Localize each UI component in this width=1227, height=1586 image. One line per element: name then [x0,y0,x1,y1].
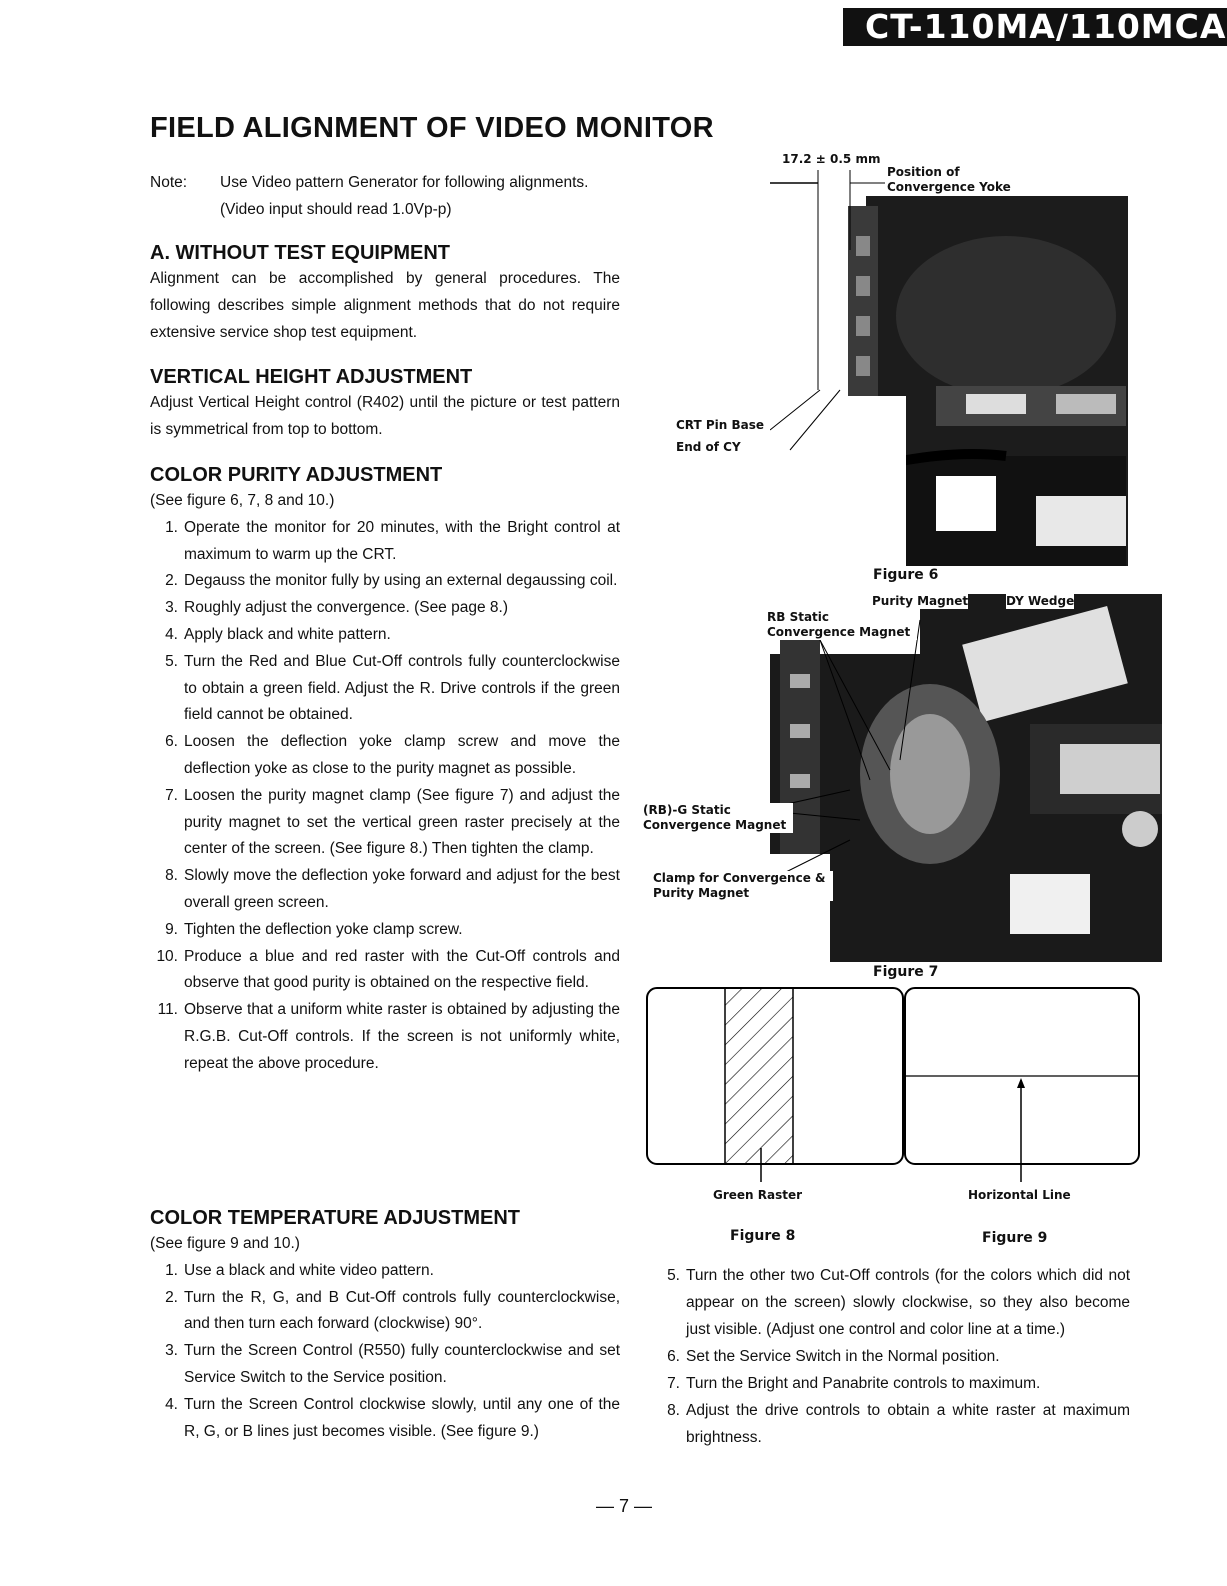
section-a-heading: A. WITHOUT TEST EQUIPMENT [150,242,450,264]
rbg-static-convergence-magnet-label: (RB)-G Static Convergence Magnet [643,803,793,833]
figure-6-callout-lines [770,150,1030,470]
section-vertical-height [150,364,620,444]
page-title: FIELD ALIGNMENT OF VIDEO MONITOR [150,112,714,144]
list-item: 5. Turn the Red and Blue Cut-Off controls fully counterclockwise to obtain a green field. Adjust the R. Drive controls if the green field cannot be obtained. [165,652,620,724]
end-of-cy-label: End of CY [676,440,741,454]
horizontal-line-label: Horizontal Line [968,1188,1071,1202]
figure-7-callout-lines [760,600,1010,900]
clamp-label: Clamp for Convergence & Purity Magnet [653,871,833,901]
list-item: 4. Turn the Screen Control clockwise slowly, until any one of the R, G, or B lines just becomes visible. (See figure 9.) [165,1395,620,1440]
list-item: 10. Produce a blue and red raster with the Cut-Off controls and observe that good purity is obtained on the respective field. [156,947,620,992]
position-of-convergence-yoke-label: Position of Convergence Yoke [887,165,1011,194]
color-temperature-heading: COLOR TEMPERATURE ADJUSTMENT [150,1207,520,1229]
vertical-height-text: Adjust Vertical Height control (R402) until the picture or test pattern is symmetrical from top to bottom. [150,394,620,438]
figure-6-caption: Figure 6 [873,567,939,583]
figure-8-diagram [645,986,905,1186]
figure-9-diagram [903,986,1143,1186]
section-without-test-equipment [150,240,620,346]
crt-pin-base-leader [770,390,820,430]
crt-pin-base-label: CRT Pin Base [676,418,765,432]
list-item: 3. Roughly adjust the convergence. (See page 8.) [165,599,508,617]
rb-static-convergence-magnet-label: RB Static Convergence Magnet [767,610,917,640]
color-purity-heading: COLOR PURITY ADJUSTMENT [150,464,443,486]
list-item: 1. Use a black and white video pattern. [165,1261,434,1279]
list-item: 1. Operate the monitor for 20 minutes, with the Bright control at maximum to warm up the CRT. [165,518,620,563]
note-text: Use Video pattern Generator for following alignments. (Video input should read 1.0Vp-p) [220,174,589,218]
color-temperature-steps-right [652,1262,1130,1451]
dimension-label: 17.2 ± 0.5 mm [782,152,881,166]
list-item: 11. Observe that a uniform white raster is obtained by adjusting the R.G.B. Cut-Off controls. If the screen is not uniformly white, repeat the above procedure. [157,1001,620,1072]
color-purity-steps [150,515,620,1078]
list-item: 6. Set the Service Switch in the Normal position. [667,1348,1000,1365]
page-number: — 7 — [596,1496,653,1516]
list-item: 3. Turn the Screen Control (R550) fully counterclockwise and set Service Switch to the Service position. [165,1342,620,1386]
note-label: Note: [150,174,188,191]
figure-9-caption: Figure 9 [982,1230,1048,1246]
list-item: 5. Turn the other two Cut-Off controls (for the colors which did not appear on the screen) slowly clockwise, so they also become just visible. (Adjust one control and color line at a time.) [667,1267,1130,1338]
end-of-cy-leader [790,390,840,450]
list-item: 4. Apply black and white pattern. [165,625,391,643]
section-color-temperature [150,1205,620,1445]
purity-magnet-leader [900,620,920,760]
list-item: 8. Adjust the drive controls to obtain a white raster at maximum brightness. [667,1402,1130,1446]
rb-static-leader [820,640,890,770]
purity-magnet-label: Purity Magnet [872,594,969,608]
list-item: 7. Turn the Bright and Panabrite controls to maximum. [667,1375,1041,1392]
section-color-purity [150,462,620,1078]
list-item: 2. Turn the R, G, and B Cut-Off controls fully counterclockwise, and then turn each forward (clockwise) 90°. [165,1288,620,1333]
vertical-height-heading: VERTICAL HEIGHT ADJUSTMENT [150,366,473,388]
list-item: 8. Slowly move the deflection yoke forward and adjust for the best overall green screen. [165,867,620,911]
color-temperature-steps-left [150,1258,620,1446]
color-temperature-ref: (See figure 9 and 10.) [150,1235,300,1252]
figure-8-caption: Figure 8 [730,1228,796,1244]
list-item: 7. Loosen the purity magnet clamp (See figure 7) and adjust the purity magnet to set the vertical green raster precisely at the center of the screen. (See figure 8.) Then tighten the clamp. [165,786,620,858]
green-raster-band [725,988,793,1164]
list-item: 6. Loosen the deflection yoke clamp screw and move the deflection yoke as close to the purity magnet as possible. [165,733,620,777]
dy-wedge-label: DY Wedge [1006,594,1075,608]
note [150,170,620,224]
model-tag: CT-110MA/110MCA [843,8,1227,46]
figure-7-caption: Figure 7 [873,964,939,980]
rb-static-leader [820,640,870,780]
color-purity-ref: (See figure 6, 7, 8 and 10.) [150,492,335,509]
section-a-text: Alignment can be accomplished by general procedures. The following describes simple alignment methods that do not require extensive service shop test equipment. [150,270,620,341]
list-item: 9. Tighten the deflection yoke clamp screw. [165,920,463,938]
list-item: 2. Degauss the monitor fully by using an external degaussing coil. [165,572,618,590]
green-raster-label: Green Raster [713,1188,803,1202]
clamp-leader [780,840,850,875]
